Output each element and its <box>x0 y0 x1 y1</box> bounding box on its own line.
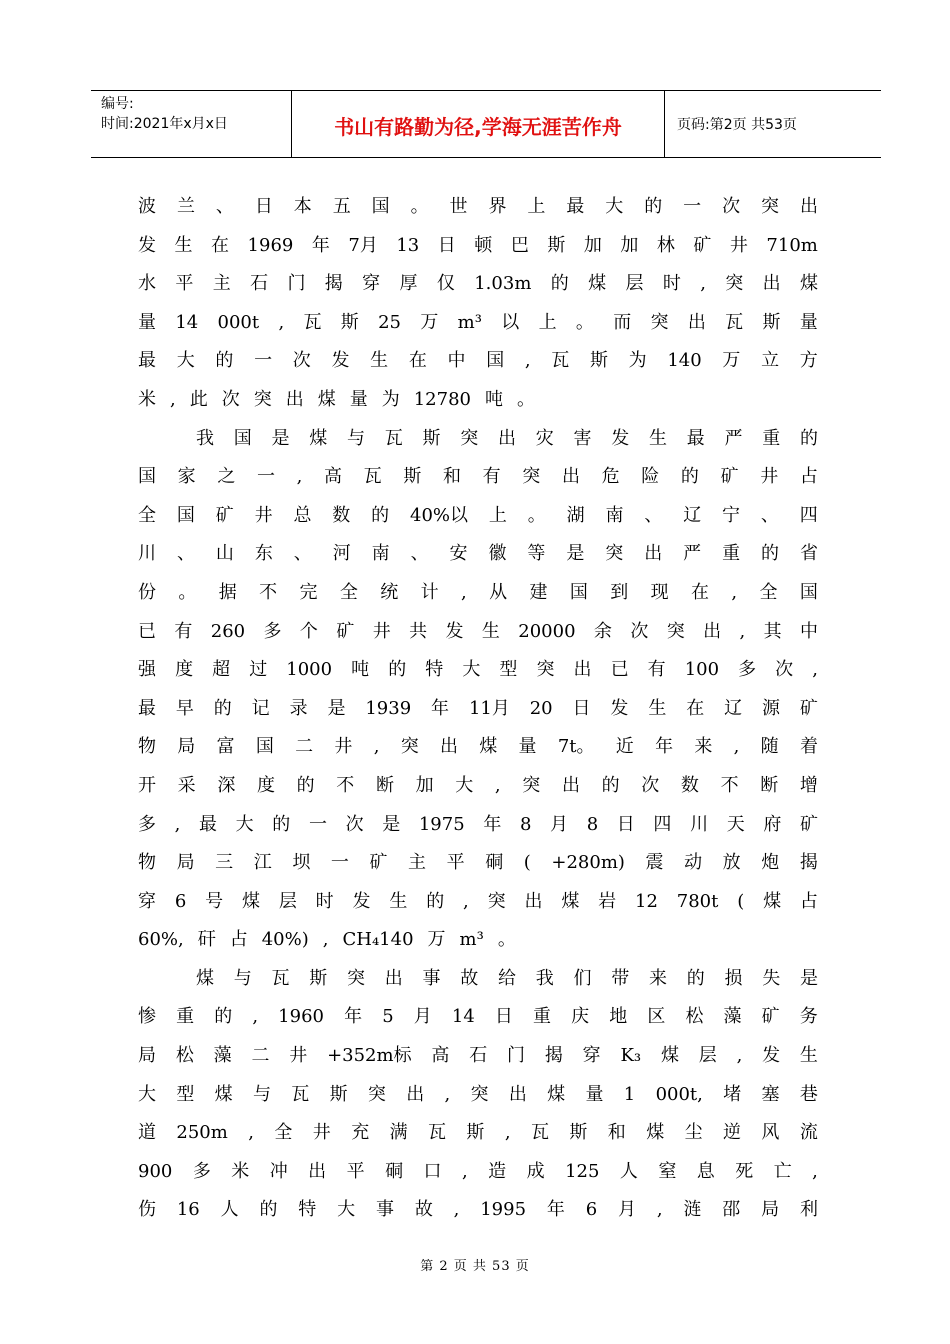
text-line: 川 、 山 东 、 河 南 、 安 徽 等 是 突 出 严 重 的 省 <box>138 543 818 565</box>
text-line: 伤 16 人 的 特 大 事 故 , 1995 年 6 月 , 涟 邵 局 利 <box>138 1199 818 1221</box>
document-body <box>138 188 818 1230</box>
header-meta <box>91 91 292 157</box>
text-line: 米 , 此 次 突 出 煤 量 为 12780 吨 。 <box>138 388 535 410</box>
text-line: 穿 6 号 煤 层 时 发 生 的 , 突 出 煤 岩 12 780t ( 煤 占 <box>138 890 818 912</box>
text-line: 开 采 深 度 的 不 断 加 大 , 突 出 的 次 数 不 断 增 <box>138 774 818 796</box>
time-label: 时间:2021年x月x日 <box>101 116 228 132</box>
page-footer: 第 2 页 共 53 页 <box>420 1259 530 1274</box>
header-page-number: 页码:第2页 共53页 <box>677 117 797 133</box>
text-line: 物 局 三 江 坝 一 矿 主 平 硐 ( +280m) 震 动 放 炮 揭 <box>138 852 818 874</box>
header-motto: 书山有路勤为径,学海无涯苦作舟 <box>292 91 665 157</box>
text-line: 惨 重 的 , 1960 年 5 月 14 日 重 庆 地 区 松 藻 矿 务 <box>138 1006 818 1028</box>
text-line: 物 局 富 国 二 井 , 突 出 煤 量 7t。 近 年 来 , 随 着 <box>138 736 818 758</box>
text-line: 已 有 260 多 个 矿 井 共 发 生 20000 余 次 突 出 , 其 中 <box>138 620 818 642</box>
paragraph <box>138 188 818 420</box>
text-line: 道 250m , 全 井 充 满 瓦 斯 , 瓦 斯 和 煤 尘 逆 风 流 <box>138 1122 818 1144</box>
paragraph <box>138 420 818 960</box>
text-line: 大 型 煤 与 瓦 斯 突 出 , 突 出 煤 量 1 000t, 堵 塞 巷 <box>138 1083 818 1105</box>
text-line: 最 早 的 记 录 是 1939 年 11月 20 日 发 生 在 辽 源 矿 <box>138 697 818 719</box>
paragraph <box>138 960 818 1230</box>
text-line: 多 , 最 大 的 一 次 是 1975 年 8 月 8 日 四 川 天 府 矿 <box>138 813 818 835</box>
text-line: 强 度 超 过 1000 吨 的 特 大 型 突 出 已 有 100 多 次 , <box>138 659 818 681</box>
text-line: 水 平 主 石 门 揭 穿 厚 仅 1.03m 的 煤 层 时 , 突 出 煤 <box>138 273 818 295</box>
text-line: 局 松 藻 二 井 +352m标 高 石 门 揭 穿 K₃ 煤 层 , 发 生 <box>138 1045 818 1067</box>
text-line: 份 。 据 不 完 全 统 计 , 从 建 国 到 现 在 , 全 国 <box>138 581 818 603</box>
text-line: 煤 与 瓦 斯 突 出 事 故 给 我 们 带 来 的 损 失 是 <box>196 967 818 989</box>
text-line: 国 家 之 一 , 高 瓦 斯 和 有 突 出 危 险 的 矿 井 占 <box>138 466 818 488</box>
document-header <box>91 90 881 158</box>
number-label: 编号: <box>101 96 134 112</box>
text-line: 60%, 矸 占 40%) , CH₄140 万 m³ 。 <box>138 929 516 951</box>
text-line: 量 14 000t , 瓦 斯 25 万 m³ 以 上 。 而 突 出 瓦 斯 量 <box>138 311 818 333</box>
text-line: 全 国 矿 井 总 数 的 40%以 上 。 湖 南 、 辽 宁 、 四 <box>138 504 818 526</box>
text-line: 波 兰 、 日 本 五 国 。 世 界 上 最 大 的 一 次 突 出 <box>138 196 818 217</box>
text-line: 我 国 是 煤 与 瓦 斯 突 出 灾 害 发 生 最 严 重 的 <box>196 427 818 449</box>
text-line: 发 生 在 1969 年 7月 13 日 顿 巴 斯 加 加 林 矿 井 710m <box>138 234 818 256</box>
text-line: 900 多 米 冲 出 平 硐 口 , 造 成 125 人 窒 息 死 亡 , <box>138 1160 818 1182</box>
text-line: 最 大 的 一 次 发 生 在 中 国 , 瓦 斯 为 140 万 立 方 <box>138 350 818 372</box>
